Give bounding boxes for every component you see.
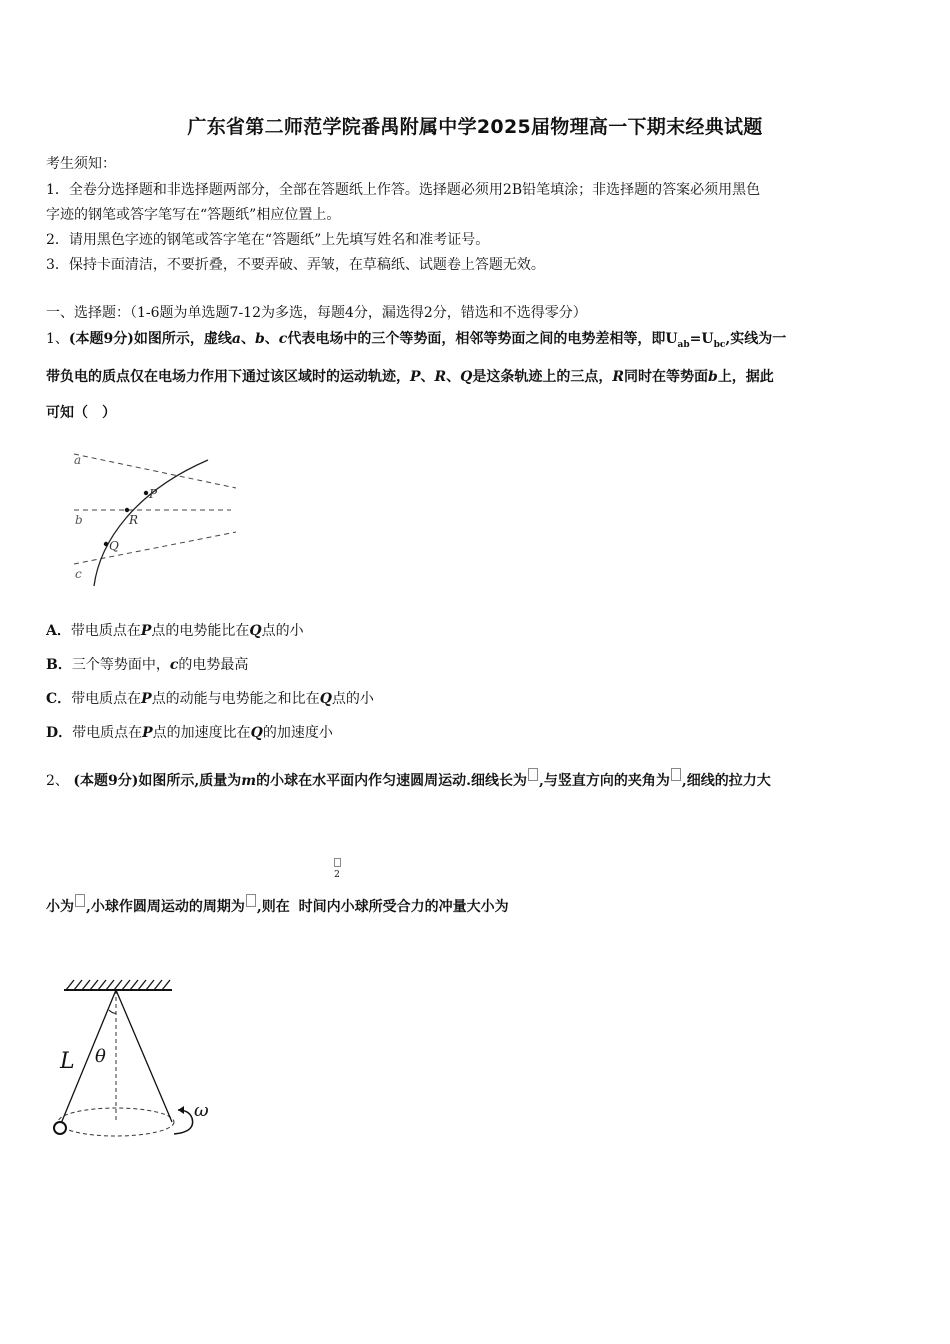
q1-option-d[interactable] <box>46 722 333 742</box>
option-var: Q <box>319 691 332 707</box>
q2-text: 小为 <box>46 899 74 915</box>
point-R <box>125 508 129 512</box>
q1-option-b[interactable] <box>46 654 248 674</box>
q1-u-bc: U <box>701 331 714 347</box>
label-a: a <box>74 453 82 467</box>
label-omega: ω <box>194 1100 209 1121</box>
point-P <box>144 491 148 495</box>
q2-text: 时间内小球所受合力的冲量大小为 <box>298 899 509 915</box>
page-title: 广东省第二师范学院番禺附属中学2025届物理高一下期末经典试题 <box>187 116 763 138</box>
option-var: c <box>169 657 179 673</box>
q1-text: ,实线为一 <box>725 331 787 347</box>
q1-u-ab: U <box>665 331 678 347</box>
q1-var-a: a <box>231 331 241 347</box>
option-letter: A． <box>46 623 71 639</box>
q2-line-2 <box>46 894 509 916</box>
arrow-head-icon <box>178 1106 184 1114</box>
q1-equals: = <box>689 331 702 347</box>
option-var: Q <box>249 623 262 639</box>
q1-text: 如图所示，虚线 <box>133 331 232 347</box>
notice-item-2: 2．请用黑色字迹的钢笔或答字笔在“答题纸”上先填写姓名和准考证号。 <box>46 232 490 248</box>
option-text: 点的电势能比在 <box>151 623 250 639</box>
q1-score: (本题9分) <box>68 331 134 347</box>
q2-text: ,小球作圆周运动的周期为 <box>86 899 245 915</box>
label-theta: θ <box>95 1046 106 1067</box>
q2-var-m: m <box>241 773 257 789</box>
q2-number: 2、 <box>46 773 69 789</box>
missing-symbol-box <box>671 768 681 781</box>
equipotential-c <box>74 532 236 564</box>
q1-line-1 <box>46 328 786 350</box>
q1-var-c: c <box>278 331 288 347</box>
option-text: 点的动能与电势能之和比在 <box>151 691 320 707</box>
q2-text: ,细线的拉力大 <box>681 773 771 789</box>
q1-u-bc-sub: bc <box>713 339 726 350</box>
q1-text: 带负电的质点仅在电场力作用下通过该区域时的运动轨迹， <box>46 369 410 385</box>
q2-text: 的小球在水平面内作匀速圆周运动.细线长为 <box>256 773 527 789</box>
missing-symbol-box <box>334 858 341 867</box>
q1-option-c[interactable] <box>46 688 374 708</box>
option-letter: D． <box>46 725 73 741</box>
q1-var-b: b <box>255 331 265 347</box>
angle-arc <box>109 1010 116 1013</box>
notice-item-1: 1．全卷分选择题和非选择题两部分，全部在答题纸上作答。选择题必须用2B铅笔填涂；非选择题的答案必须用黑色 <box>46 182 761 198</box>
label-P: P <box>149 487 158 501</box>
label-R: R <box>129 513 139 527</box>
q1-var-Q: Q <box>460 369 473 385</box>
option-var: P <box>142 725 153 741</box>
option-text: 带电质点在 <box>70 623 141 639</box>
q1-line-3: 可知（ ） <box>46 405 116 421</box>
q2-line-1 <box>46 768 771 790</box>
q1-u-ab-sub: ab <box>677 339 690 350</box>
q1-var-P: P <box>410 369 421 385</box>
q1-figure <box>66 446 246 591</box>
q1-option-a[interactable] <box>46 620 304 640</box>
option-text: 点的加速度比在 <box>152 725 251 741</box>
option-letter: B． <box>46 657 72 673</box>
notice-heading: 考生须知： <box>46 156 116 172</box>
q1-var-R: R <box>612 369 625 385</box>
q1-var-b: b <box>708 369 718 385</box>
q1-text: 上，据此 <box>717 369 774 385</box>
q1-var-R: R <box>434 369 447 385</box>
option-text: 三个等势面中， <box>71 657 170 673</box>
missing-symbol-box <box>528 768 538 781</box>
option-text: 带电质点在 <box>71 691 142 707</box>
label-b: b <box>75 513 83 527</box>
option-text: 的电势最高 <box>178 657 249 673</box>
ceiling-hatching <box>66 980 170 990</box>
missing-symbol-box <box>75 894 85 907</box>
string-right <box>116 990 172 1122</box>
ball <box>54 1122 66 1134</box>
option-var: P <box>140 623 152 639</box>
q1-number: 1、 <box>46 331 69 347</box>
missing-symbol-box <box>246 894 256 907</box>
label-c: c <box>75 567 82 581</box>
option-var: Q <box>250 725 263 741</box>
q1-text: 代表电场中的三个等势面，相邻等势面之间的电势差相等，即 <box>287 331 666 347</box>
q1-sep: 、 <box>264 331 279 347</box>
notice-item-1-cont: 字迹的钢笔或答字笔写在“答题纸”相应位置上。 <box>46 207 341 223</box>
rotation-arrow-icon <box>174 1110 193 1134</box>
label-L: L <box>60 1049 75 1074</box>
q1-sep: 、 <box>241 331 255 347</box>
q2-figure <box>46 970 226 1155</box>
point-Q <box>104 542 108 546</box>
q1-line-2: 带负电的质点仅在电场力作用下通过该区域时的运动轨迹，P、R、Q是这条轨迹上的三点，R同时在等势面b上，据此 <box>46 369 774 385</box>
fraction-denominator: 2 <box>334 870 340 880</box>
q2-text: ,与竖直方向的夹角为 <box>538 773 670 789</box>
q1-text: 是这条轨迹上的三点， <box>472 369 613 385</box>
q2-text: 如图所示,质量为 <box>138 773 242 789</box>
q1-text: 同时在等势面 <box>624 369 709 385</box>
section-heading: 一、选择题：（1-6题为单选题7-12为多选，每题4分，漏选得2分，错选和不选得零分） <box>46 305 587 321</box>
option-text: 点的小 <box>331 691 374 707</box>
q2-text: ,则在 <box>256 899 290 915</box>
q2-score: (本题9分) <box>73 773 139 789</box>
option-text: 点的小 <box>261 623 304 639</box>
option-var: P <box>141 691 152 707</box>
label-Q: Q <box>109 539 119 553</box>
equipotential-a <box>74 454 236 488</box>
option-text: 的加速度小 <box>262 725 333 741</box>
option-letter: C． <box>46 691 72 707</box>
notice-item-3: 3．保持卡面清洁，不要折叠，不要弄破、弄皱，在草稿纸、试题卷上答题无效。 <box>46 257 545 273</box>
option-text: 带电质点在 <box>72 725 143 741</box>
fraction <box>332 858 342 880</box>
